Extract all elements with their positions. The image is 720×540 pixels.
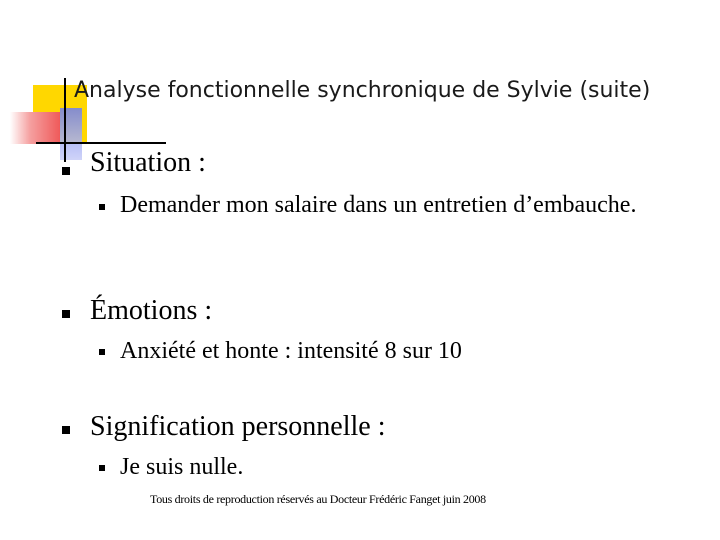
- sub-bullet-icon: [99, 349, 105, 355]
- item-situation-text: Demander mon salaire dans un entretien d’embauche.: [120, 192, 637, 218]
- decorative-vertical-line: [64, 78, 66, 162]
- decorative-horizontal-line: [36, 142, 166, 144]
- item-signification-label: Signification personnelle :: [90, 411, 386, 442]
- bullet-icon: [62, 310, 70, 318]
- bullet-icon: [62, 426, 70, 434]
- copyright-footer: Tous droits de reproduction réservés au Docteur Frédéric Fanget juin 2008: [150, 492, 486, 506]
- sub-bullet-icon: [99, 204, 105, 210]
- sub-bullet-icon: [99, 465, 105, 471]
- item-situation-label: Situation :: [90, 147, 206, 178]
- slide-title: Analyse fonctionnelle synchronique de Sylvie (suite): [74, 78, 651, 103]
- decorative-red-band: [10, 112, 60, 144]
- item-emotions-label: Émotions :: [90, 295, 213, 326]
- bullet-icon: [62, 167, 70, 175]
- item-emotions-text: Anxiété et honte : intensité 8 sur 10: [120, 338, 462, 364]
- item-signification-text: Je suis nulle.: [120, 454, 244, 480]
